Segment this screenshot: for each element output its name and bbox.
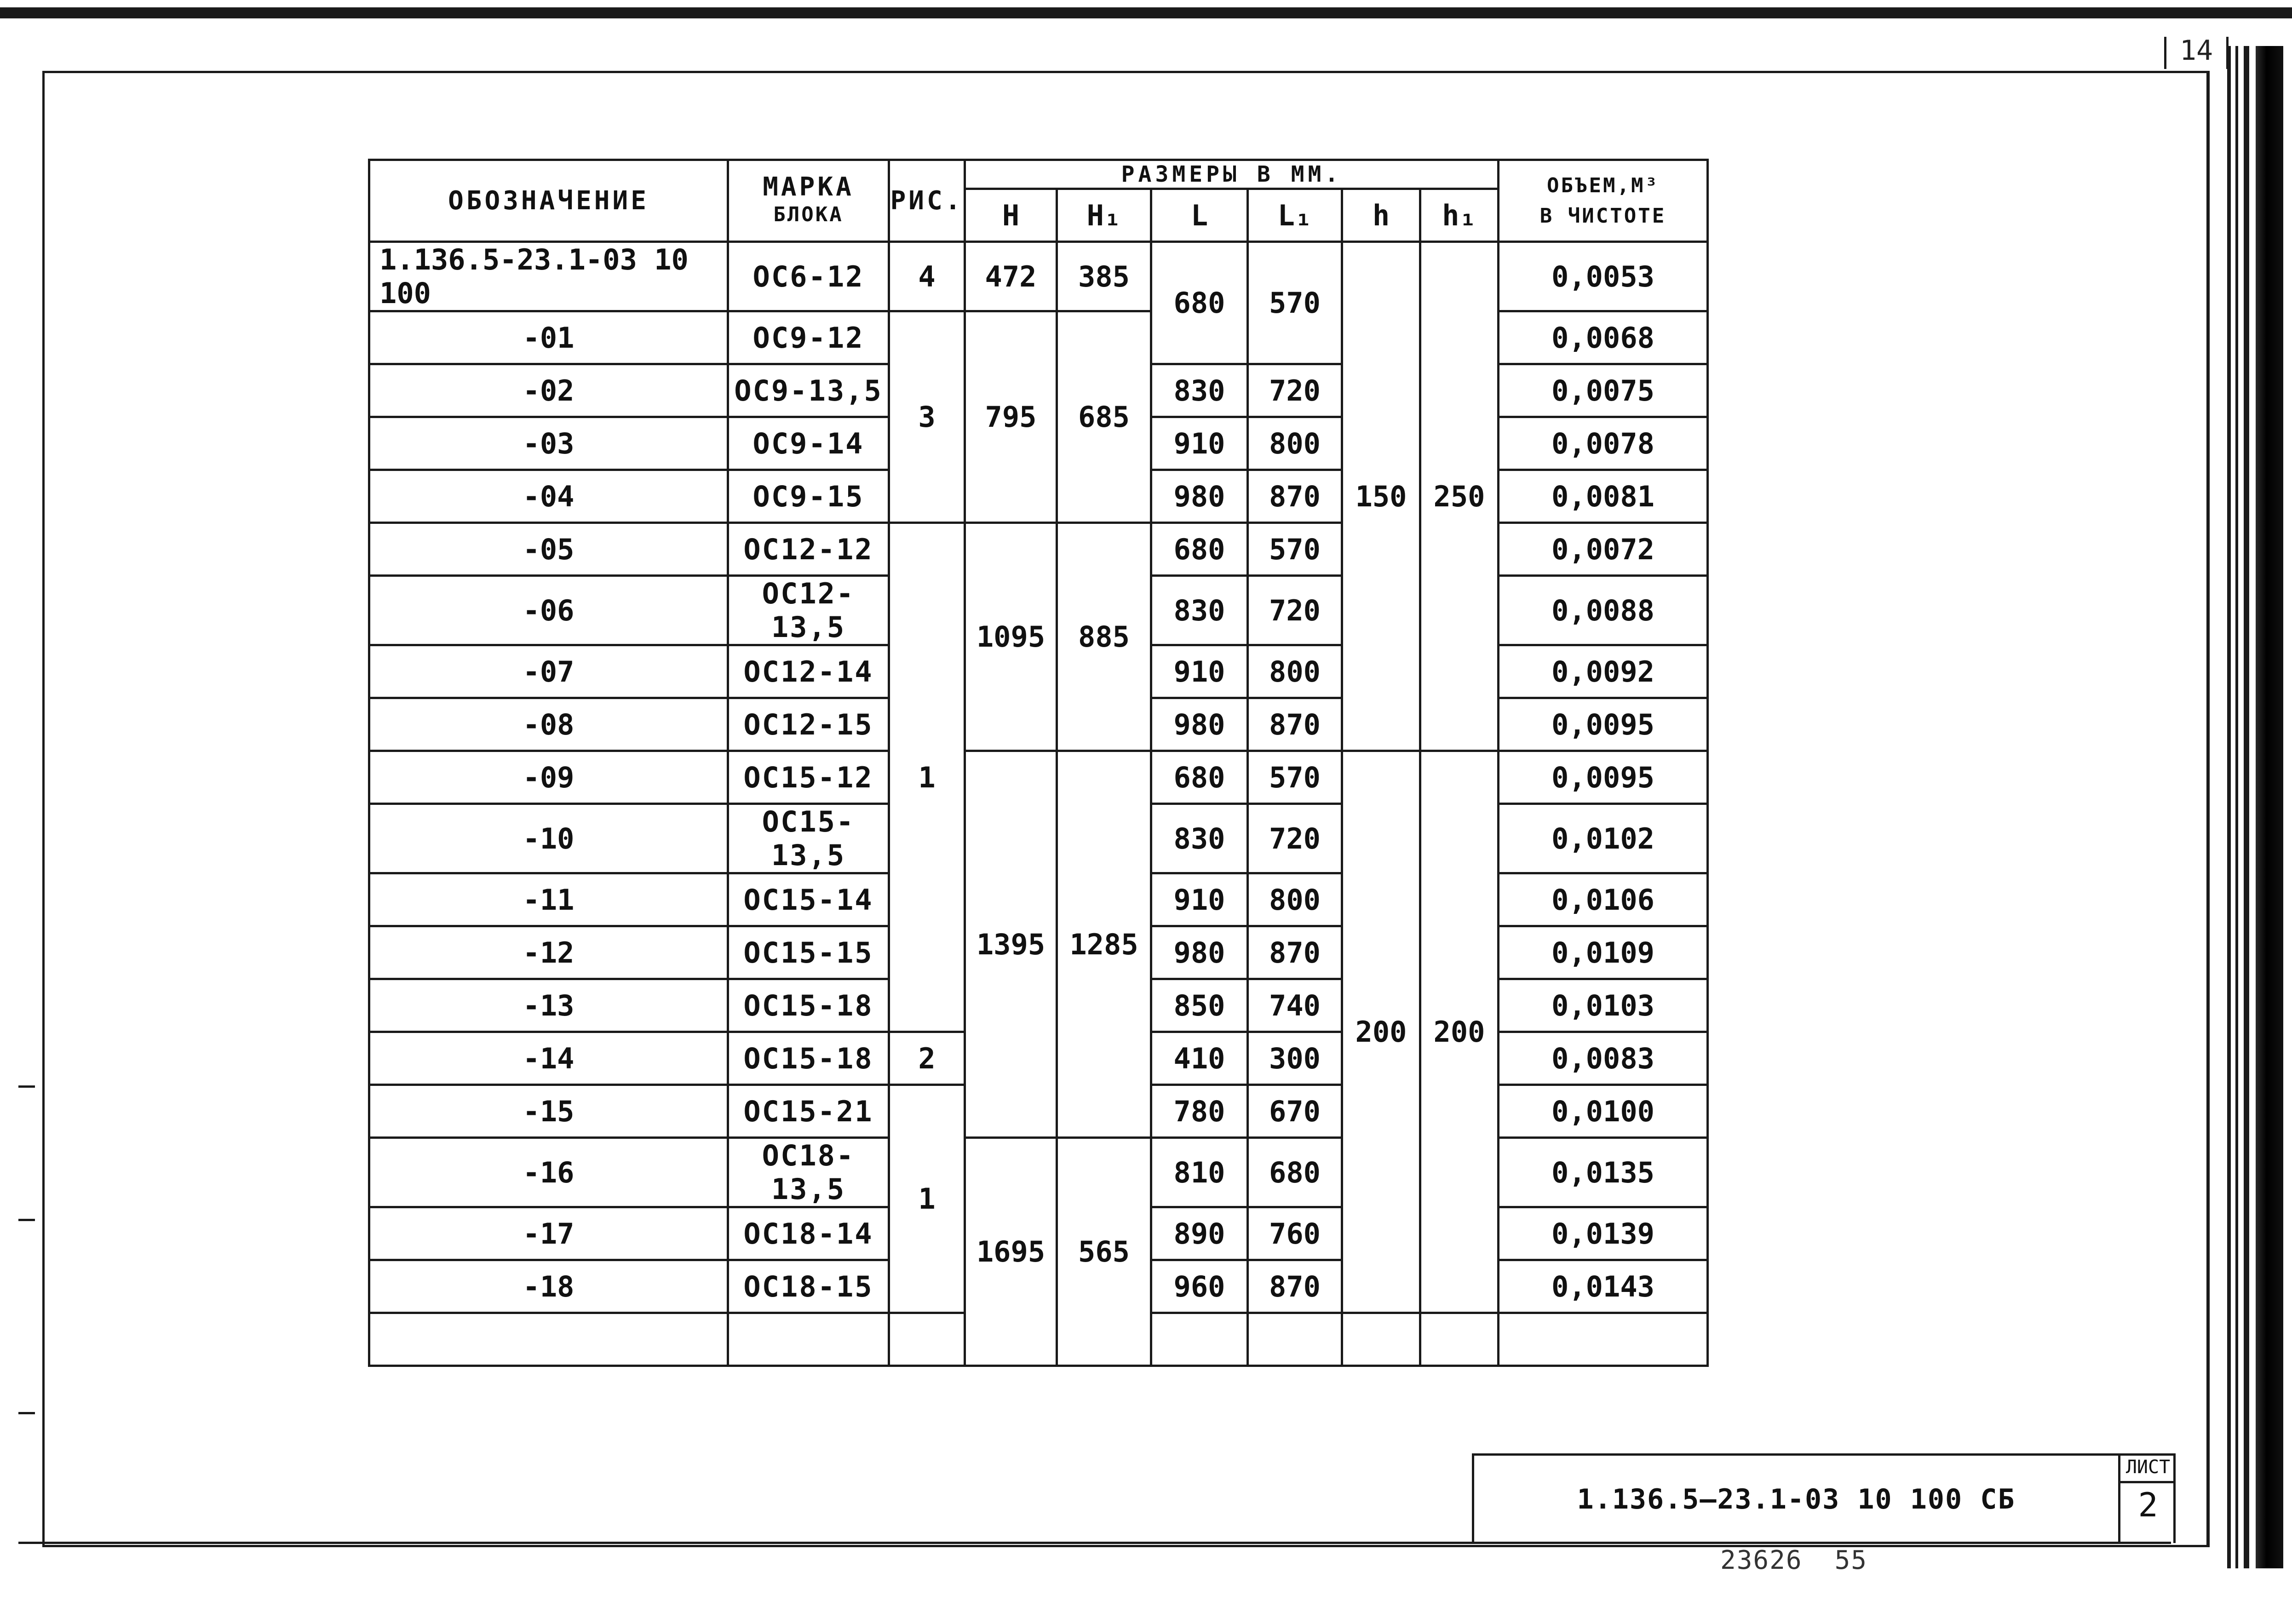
row-volume: 0,0078 (1499, 417, 1708, 470)
margin-tick (18, 1085, 35, 1088)
margin-tick (18, 1219, 35, 1221)
row-volume: 0,0081 (1499, 470, 1708, 523)
row-designation: -10 (369, 804, 728, 873)
row-volume: 0,0139 (1499, 1207, 1708, 1260)
header-volume-line2: В ЧИСТОТЕ (1539, 204, 1666, 228)
header-h1: h₁ (1420, 189, 1499, 242)
empty-cell (889, 1313, 965, 1366)
row-fig: 3 (889, 311, 965, 523)
row-L1: 760 (1248, 1207, 1342, 1260)
row-designation: -18 (369, 1260, 728, 1313)
row-designation: -07 (369, 645, 728, 698)
row-volume: 0,0088 (1499, 576, 1708, 645)
table-row (369, 523, 1708, 576)
header-volume-line1: ОБЪЕМ,М³ (1547, 173, 1659, 197)
binding-edge (2244, 46, 2249, 1568)
row-volume: 0,0109 (1499, 926, 1708, 979)
row-L: 780 (1151, 1085, 1248, 1138)
row-L1: 720 (1248, 364, 1342, 417)
row-marka: ОС18-15 (728, 1260, 889, 1313)
row-volume: 0,0053 (1499, 242, 1708, 311)
row-marka: ОС9-15 (728, 470, 889, 523)
row-L1: 570 (1248, 523, 1342, 576)
header-L: L (1151, 189, 1248, 242)
row-volume: 0,0083 (1499, 1032, 1708, 1085)
row-H1: 1285 (1057, 751, 1151, 1138)
row-H: 1695 (965, 1138, 1057, 1366)
row-L1: 870 (1248, 926, 1342, 979)
row-fig: 2 (889, 1032, 965, 1085)
row-marka: ОС9-12 (728, 311, 889, 364)
row-L: 680 (1151, 523, 1248, 576)
row-L: 680 (1151, 751, 1248, 804)
archive-numbers (1720, 1545, 1900, 1575)
row-h1: 200 (1420, 751, 1499, 1313)
table-row (369, 1138, 1708, 1207)
row-marka: ОС12-15 (728, 698, 889, 751)
row-volume: 0,0135 (1499, 1138, 1708, 1207)
specification-table (368, 159, 1709, 1367)
row-L1: 680 (1248, 1138, 1342, 1207)
row-marka: ОС15-18 (728, 1032, 889, 1085)
row-fig: 4 (889, 242, 965, 311)
row-marka: ОС15-13,5 (728, 804, 889, 873)
row-marka: ОС12-14 (728, 645, 889, 698)
row-marka: ОС15-21 (728, 1085, 889, 1138)
row-L1: 670 (1248, 1085, 1342, 1138)
row-L1: 740 (1248, 979, 1342, 1032)
row-marka: ОС6-12 (728, 242, 889, 311)
row-L: 830 (1151, 364, 1248, 417)
header-H1: H₁ (1057, 189, 1151, 242)
binding-edge (2227, 46, 2231, 1568)
row-volume: 0,0095 (1499, 751, 1708, 804)
row-L: 910 (1151, 645, 1248, 698)
header-L1: L₁ (1248, 189, 1342, 242)
inventory-number: 23626 (1720, 1545, 1803, 1575)
row-designation: -12 (369, 926, 728, 979)
row-volume: 0,0143 (1499, 1260, 1708, 1313)
empty-cell (1342, 1313, 1420, 1366)
row-L: 980 (1151, 698, 1248, 751)
header-H: H (965, 189, 1057, 242)
margin-tick (18, 1412, 35, 1414)
header-volume (1499, 160, 1708, 242)
row-H1: 565 (1057, 1138, 1151, 1366)
row-designation: -02 (369, 364, 728, 417)
header-sizes: РАЗМЕРЫ В ММ. (965, 160, 1499, 189)
row-marka: ОС9-13,5 (728, 364, 889, 417)
row-L: 960 (1151, 1260, 1248, 1313)
row-L: 830 (1151, 804, 1248, 873)
row-L: 850 (1151, 979, 1248, 1032)
sheet-box (2118, 1453, 2176, 1543)
row-designation: -13 (369, 979, 728, 1032)
sheet-number: 2 (2138, 1486, 2158, 1524)
table-row (369, 311, 1708, 364)
row-H: 795 (965, 311, 1057, 523)
row-L1: 870 (1248, 1260, 1342, 1313)
row-volume: 0,0095 (1499, 698, 1708, 751)
row-H: 1095 (965, 523, 1057, 751)
row-L1: 720 (1248, 804, 1342, 873)
empty-cell (369, 1313, 728, 1366)
binding-edge (2235, 46, 2238, 1568)
row-L: 830 (1151, 576, 1248, 645)
row-volume: 0,0075 (1499, 364, 1708, 417)
row-volume: 0,0100 (1499, 1085, 1708, 1138)
row-L: 890 (1151, 1207, 1248, 1260)
page-number: 14 (2164, 37, 2229, 69)
row-marka: ОС15-14 (728, 873, 889, 926)
sheet-label: ЛИСТ (2120, 1453, 2176, 1483)
row-L1: 300 (1248, 1032, 1342, 1085)
row-designation: -05 (369, 523, 728, 576)
table-row (369, 242, 1708, 311)
row-H: 472 (965, 242, 1057, 311)
row-L1: 570 (1248, 751, 1342, 804)
row-designation: -04 (369, 470, 728, 523)
binding-edge (2256, 46, 2283, 1568)
title-block (1472, 1453, 2176, 1543)
row-designation: -14 (369, 1032, 728, 1085)
row-L1: 800 (1248, 873, 1342, 926)
row-designation: -16 (369, 1138, 728, 1207)
header-h: h (1342, 189, 1420, 242)
row-L1: 570 (1248, 242, 1342, 364)
row-L: 410 (1151, 1032, 1248, 1085)
empty-cell (1499, 1313, 1708, 1366)
row-L: 680 (1151, 242, 1248, 364)
row-L: 910 (1151, 417, 1248, 470)
row-h: 200 (1342, 751, 1420, 1313)
row-marka: ОС18-13,5 (728, 1138, 889, 1207)
row-marka: ОС9-14 (728, 417, 889, 470)
empty-cell (1420, 1313, 1499, 1366)
row-L: 980 (1151, 926, 1248, 979)
row-H1: 885 (1057, 523, 1151, 751)
row-L: 910 (1151, 873, 1248, 926)
row-H: 1395 (965, 751, 1057, 1138)
row-L: 980 (1151, 470, 1248, 523)
header-fig: РИС. (889, 160, 965, 242)
top-edge-band (0, 7, 2292, 18)
row-volume: 0,0106 (1499, 873, 1708, 926)
table-row (369, 751, 1708, 804)
header-designation: ОБОЗНАЧЕНИЕ (369, 160, 728, 242)
row-L1: 800 (1248, 417, 1342, 470)
row-L1: 800 (1248, 645, 1342, 698)
header-marka-sub: БЛОКА (773, 202, 844, 226)
empty-cell (728, 1313, 889, 1366)
header-marka (728, 160, 889, 242)
row-marka: ОС15-12 (728, 751, 889, 804)
row-marka: ОС15-15 (728, 926, 889, 979)
row-designation: -06 (369, 576, 728, 645)
row-h: 150 (1342, 242, 1420, 751)
row-marka: ОС12-12 (728, 523, 889, 576)
row-volume: 0,0068 (1499, 311, 1708, 364)
row-L: 810 (1151, 1138, 1248, 1207)
row-H1: 385 (1057, 242, 1151, 311)
row-volume: 0,0103 (1499, 979, 1708, 1032)
row-L1: 870 (1248, 698, 1342, 751)
row-designation: -03 (369, 417, 728, 470)
row-volume: 0,0092 (1499, 645, 1708, 698)
row-volume: 0,0072 (1499, 523, 1708, 576)
row-fig: 1 (889, 1085, 965, 1313)
document-code: 1.136.5—23.1-03 10 100 СБ (1577, 1483, 2016, 1515)
row-h1: 250 (1420, 242, 1499, 751)
row-marka: ОС15-18 (728, 979, 889, 1032)
header-marka-text: МАРКА (763, 172, 854, 202)
empty-cell (1151, 1313, 1248, 1366)
row-fig: 1 (889, 523, 965, 1032)
row-L1: 720 (1248, 576, 1342, 645)
row-designation: -08 (369, 698, 728, 751)
row-volume: 0,0102 (1499, 804, 1708, 873)
row-designation: 1.136.5-23.1-03 10 100 (369, 242, 728, 311)
archive-number: 55 (1834, 1545, 1868, 1575)
row-marka: ОС18-14 (728, 1207, 889, 1260)
row-H1: 685 (1057, 311, 1151, 523)
row-designation: -15 (369, 1085, 728, 1138)
row-designation: -09 (369, 751, 728, 804)
empty-cell (1248, 1313, 1342, 1366)
row-designation: -11 (369, 873, 728, 926)
row-marka: ОС12-13,5 (728, 576, 889, 645)
row-L1: 870 (1248, 470, 1342, 523)
row-designation: -17 (369, 1207, 728, 1260)
row-designation: -01 (369, 311, 728, 364)
